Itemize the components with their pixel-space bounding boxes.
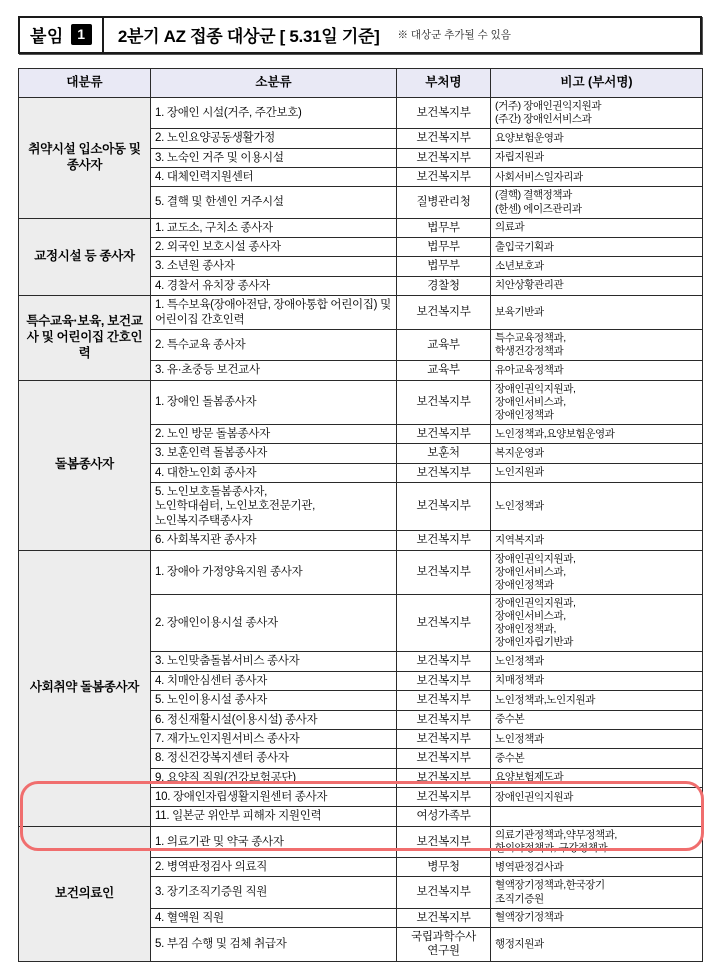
remarks-cell: 유아교육정책과 [491,361,703,380]
remarks-cell: 소년보호과 [491,257,703,276]
subcategory-cell: 2. 노인요양공동생활가정 [151,129,397,148]
subcategory-cell: 1. 장애인 시설(거주, 주간보호) [151,98,397,129]
remarks-cell: 혈액장기정책과,한국장기 조직기증원 [491,877,703,908]
table-body [19,98,703,962]
remarks-cell: 보육기반과 [491,296,703,330]
remarks-cell: 장애인권익지원과, 장애인서비스과, 장애인정책과 [491,550,703,594]
table-row [19,218,703,237]
attachment-badge [18,16,104,54]
table-row [19,550,703,594]
col-header-ministry: 부처명 [397,69,491,98]
subcategory-cell: 3. 보훈인력 돌봄종사자 [151,444,397,463]
remarks-cell: 노인정책과,노인지원과 [491,691,703,710]
ministry-cell: 경찰청 [397,276,491,295]
ministry-cell: 교육부 [397,329,491,360]
ministry-cell: 국립과학수사 연구원 [397,928,491,962]
subcategory-cell: 1. 장애아 가정양육지원 종사자 [151,550,397,594]
attachment-badge-number: 1 [71,24,92,45]
remarks-cell: 행정지원과 [491,928,703,962]
table-row [19,380,703,424]
ministry-cell: 보건복지부 [397,550,491,594]
attachment-badge-label: 붙임 [30,27,64,46]
subcategory-cell: 9. 요양직 직원(건강보험공단) [151,768,397,787]
subcategory-cell: 5. 노인이용시설 종사자 [151,691,397,710]
subcategory-cell: 1. 교도소, 구치소 종사자 [151,218,397,237]
remarks-cell: 요양보험운영과 [491,129,703,148]
ministry-cell: 법무부 [397,218,491,237]
col-header-subcategory: 소분류 [151,69,397,98]
remarks-cell: 장애인권익지원과 [491,788,703,807]
remarks-cell: 노인정책과 [491,483,703,531]
remarks-cell: 자립지원과 [491,148,703,167]
ministry-cell: 보건복지부 [397,531,491,550]
page-title: 2분기 AZ 접종 대상군 [ 5.31일 기준] [117,27,380,46]
subcategory-cell: 2. 장애인이용시설 종사자 [151,594,397,652]
subcategory-cell: 4. 혈액원 직원 [151,908,397,927]
ministry-cell: 보건복지부 [397,463,491,482]
subcategory-cell: 5. 결핵 및 한센인 거주시설 [151,187,397,218]
ministry-cell: 보건복지부 [397,729,491,748]
ministry-cell: 보건복지부 [397,483,491,531]
remarks-cell: (거주) 장애인권익지원과 (주간) 장애인서비스과 [491,98,703,129]
subcategory-cell: 3. 소년원 종사자 [151,257,397,276]
subcategory-cell: 3. 장기조직기증원 직원 [151,877,397,908]
ministry-cell: 법무부 [397,238,491,257]
subcategory-cell: 4. 대체인력지원센터 [151,168,397,187]
remarks-cell: 복지운영과 [491,444,703,463]
ministry-cell: 보건복지부 [397,826,491,857]
ministry-cell: 보건복지부 [397,788,491,807]
category-cell: 취약시설 입소아동 및 종사자 [19,98,151,219]
remarks-cell: (결핵) 결핵정책과 (한센) 에이즈관리과 [491,187,703,218]
remarks-cell: 사회서비스일자리과 [491,168,703,187]
subcategory-cell: 6. 사회복지관 종사자 [151,531,397,550]
remarks-cell: 요양보험제도과 [491,768,703,787]
remarks-cell: 장애인권익지원과, 장애인서비스과, 장애인정책과 [491,380,703,424]
subcategory-cell: 5. 부검 수행 및 검체 취급자 [151,928,397,962]
category-cell: 돌봄종사자 [19,380,151,550]
ministry-cell: 보건복지부 [397,908,491,927]
document-title-box [104,16,702,54]
remarks-cell: 중수본 [491,710,703,729]
remarks-cell: 노인지원과 [491,463,703,482]
ministry-cell: 보건복지부 [397,148,491,167]
col-header-remarks: 비고 (부서명) [491,69,703,98]
ministry-cell: 보건복지부 [397,768,491,787]
subcategory-cell: 8. 정신건강복지센터 종사자 [151,749,397,768]
remarks-cell: 혈액장기정책과 [491,908,703,927]
subcategory-cell: 3. 노인맞춤돌봄서비스 종사자 [151,652,397,671]
remarks-cell: 의료기관정책과,약무정책과, 한의약정책과, 구강정책과 [491,826,703,857]
subcategory-cell: 2. 노인 방문 돌봄종사자 [151,424,397,443]
remarks-cell: 노인정책과 [491,729,703,748]
subcategory-cell: 2. 병역판정검사 의료직 [151,858,397,877]
remarks-cell: 의료과 [491,218,703,237]
subcategory-cell: 1. 장애인 돌봄종사자 [151,380,397,424]
remarks-cell: 중수본 [491,749,703,768]
ministry-cell: 보건복지부 [397,671,491,690]
table-header [19,69,703,98]
ministry-cell: 보건복지부 [397,594,491,652]
col-header-category: 대분류 [19,69,151,98]
remarks-cell: 노인정책과,요양보험운영과 [491,424,703,443]
remarks-cell: 특수교육정책과, 학생건강정책과 [491,329,703,360]
remarks-cell: 지역복지과 [491,531,703,550]
document-header [18,16,702,54]
subcategory-cell: 1. 특수보육(장애아전담, 장애아통합 어린이집) 및 어린이집 간호인력 [151,296,397,330]
category-cell: 사회취약 돌봄종사자 [19,550,151,826]
ministry-cell: 보건복지부 [397,710,491,729]
ministry-cell: 병무청 [397,858,491,877]
subcategory-cell: 10. 장애인자립생활지원센터 종사자 [151,788,397,807]
subcategory-cell: 2. 특수교육 종사자 [151,329,397,360]
ministry-cell: 여성가족부 [397,807,491,826]
remarks-cell: 병역판정검사과 [491,858,703,877]
category-cell: 특수교육·보육, 보건교사 및 어린이집 간호인력 [19,296,151,380]
remarks-cell: 노인정책과 [491,652,703,671]
vaccination-target-table [18,68,703,962]
subcategory-cell: 3. 노숙인 거주 및 이용시설 [151,148,397,167]
subcategory-cell: 3. 유·초중등 보건교사 [151,361,397,380]
ministry-cell: 보건복지부 [397,877,491,908]
subcategory-cell: 7. 재가노인지원서비스 종사자 [151,729,397,748]
ministry-cell: 보훈처 [397,444,491,463]
ministry-cell: 교육부 [397,361,491,380]
ministry-cell: 보건복지부 [397,424,491,443]
remarks-cell: 치매정책과 [491,671,703,690]
ministry-cell: 보건복지부 [397,168,491,187]
subcategory-cell: 5. 노인보호돌봄종사자, 노인학대쉼터, 노인보호전문기관, 노인복지주택종사자 [151,483,397,531]
ministry-cell: 보건복지부 [397,98,491,129]
ministry-cell: 보건복지부 [397,652,491,671]
subcategory-cell: 11. 일본군 위안부 피해자 지원인력 [151,807,397,826]
ministry-cell: 보건복지부 [397,749,491,768]
table-row [19,296,703,330]
ministry-cell: 보건복지부 [397,129,491,148]
ministry-cell: 법무부 [397,257,491,276]
table-row [19,98,703,129]
remarks-cell [491,807,703,826]
remarks-cell: 치안상황관리관 [491,276,703,295]
category-cell: 보건의료인 [19,826,151,961]
category-cell: 교정시설 등 종사자 [19,218,151,296]
remarks-cell: 장애인권익지원과, 장애인서비스과, 장애인정책과, 장애인자립기반과 [491,594,703,652]
ministry-cell: 보건복지부 [397,691,491,710]
table-header-row [19,69,703,98]
remarks-cell: 출입국기획과 [491,238,703,257]
table-row [19,826,703,857]
subcategory-cell: 6. 정신재활시설(이용시설) 종사자 [151,710,397,729]
ministry-cell: 보건복지부 [397,380,491,424]
ministry-cell: 보건복지부 [397,296,491,330]
subcategory-cell: 2. 외국인 보호시설 종사자 [151,238,397,257]
subcategory-cell: 1. 의료기관 및 약국 종사자 [151,826,397,857]
subcategory-cell: 4. 대한노인회 종사자 [151,463,397,482]
subcategory-cell: 4. 경찰서 유치장 종사자 [151,276,397,295]
ministry-cell: 질병관리청 [397,187,491,218]
subcategory-cell: 4. 치매안심센터 종사자 [151,671,397,690]
title-note: ※ 대상군 추가될 수 있음 [397,29,511,41]
